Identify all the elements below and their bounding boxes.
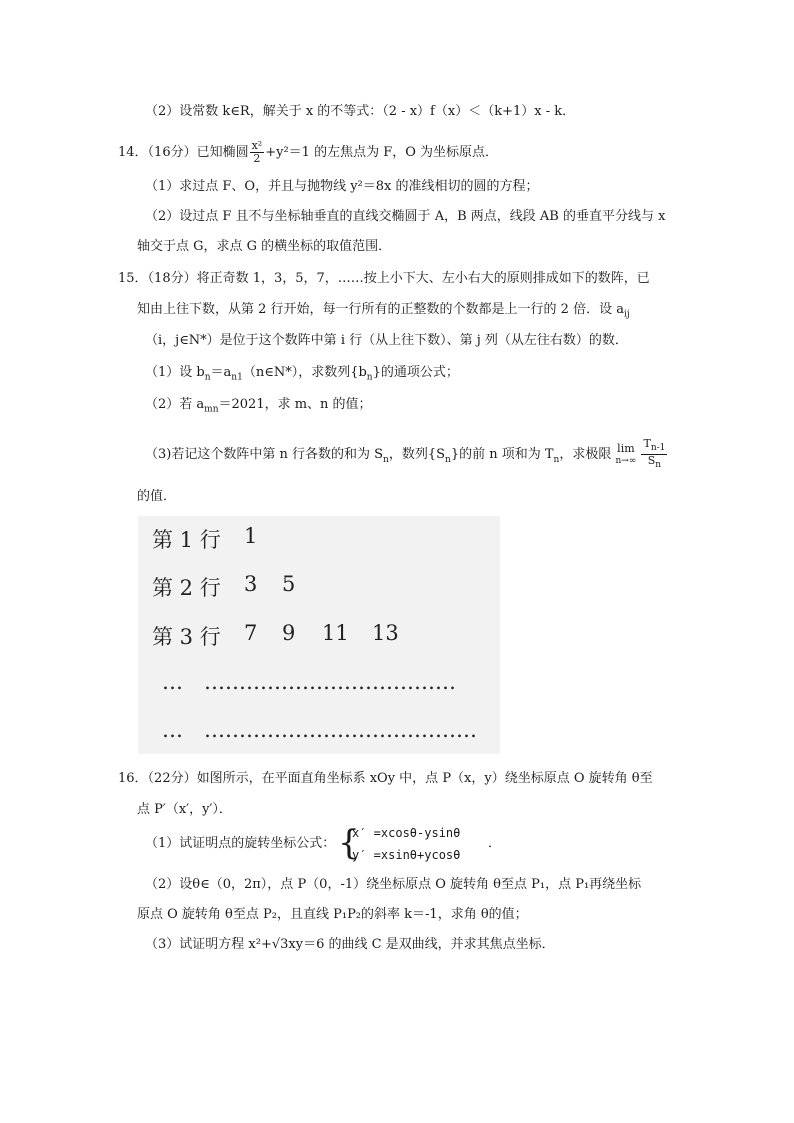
equation-end: ． (488, 836, 502, 851)
limit-expression: lim n→∞ (615, 441, 637, 466)
q16-part1: （1）试证明点的旋转坐标公式： (145, 836, 336, 851)
limit-fraction: $\frac{T_{n-1}}{S_n}$ (643, 437, 666, 471)
q14-part2a: （2）设过点 F 且不与坐标轴垂直的直线交椭圆于 A，B 两点，线段 AB 的垂直平分线与 x (145, 209, 666, 224)
q16-part2a: （2）设θ∈（0，2π），点 P（0，-1）绕坐标原点 O 旋转角 θ至点 P₁，点 P₁再绕坐标 (145, 877, 642, 892)
fraction: $\frac{\text{x²}}{2}$ (251, 139, 263, 165)
q15-part2: （2）若 $a_{mn}=2021$，求 m、n 的值； (145, 397, 372, 415)
q15-part1: （1）设 $b_n=a_{n1}(n\in N*)$，求数列$\{b_n\}$的通项公式； (145, 365, 459, 383)
equation-brace: { (338, 823, 360, 863)
q14-part2b: 轴交于点 G，求点 G 的横坐标的取值范围． (137, 239, 392, 254)
q15-part3: （3)若记这个数阵中第 n 行各数的和为 $S_n$，数列$\{S_n\}$的前 n 项和为 $T_n$，求极限 lim n→∞ $\frac{T_{n-1}}{S_n}$ (145, 437, 666, 471)
equation-line-2: y′ =xsinθ+ycosθ (352, 848, 461, 862)
q15-part3-end: 的值． (137, 489, 177, 504)
q15-line1: 15．（18分）将正奇数 1，3，5，7，……按上小下大、左小右大的原则排成如下的数阵，已 (118, 271, 650, 286)
q15-line3: （i，j∈N*）是位于这个数阵中第 i 行（从上往下数）、第 j 列（从左往右数）的数． (145, 333, 628, 348)
q13-part2: （2）设常数 k∈R，解关于 x 的不等式：（2 - x）f（x）＜（k+1）x - k． (145, 104, 576, 119)
q15-line2: 知由上往下数，从第 2 行开始，每一行所有的正整数的个数都是上一行的 2 倍．设 $a_{ij}$ (137, 302, 630, 320)
q14-stem: 14．（16分）已知椭圆 $\frac{\text{x²}}{2}$ +y²＝1 的左焦点为 F，O 为坐标原点． (118, 139, 499, 165)
q16-line1: 16．（22分）如图所示，在平面直角坐标系 xOy 中，点 P（x，y）绕坐标原点 O 旋转角 θ至 (118, 771, 653, 786)
equation-line-1: x′ =xcosθ-ysinθ (352, 826, 461, 840)
q16-part2b: 原点 O 旋转角 θ至点 P₂，且直线 P₁P₂的斜率 k＝-1，求角 θ的值； (137, 907, 528, 922)
q14-part1: （1）求过点 F、O，并且与抛物线 y²＝8x 的准线相切的圆的方程； (145, 179, 539, 194)
q16-part3: （3）试证明方程 x²+√3xy＝6 的曲线 C 是双曲线，并求其焦点坐标． (145, 937, 555, 952)
number-array-figure: 第 1 行 1 第 2 行 3 5 第 3 行 7 9 11 13 … ……………………………… … ………………………………… (138, 516, 500, 754)
q16-line2: 点 P′（x′，y′）． (137, 802, 232, 817)
